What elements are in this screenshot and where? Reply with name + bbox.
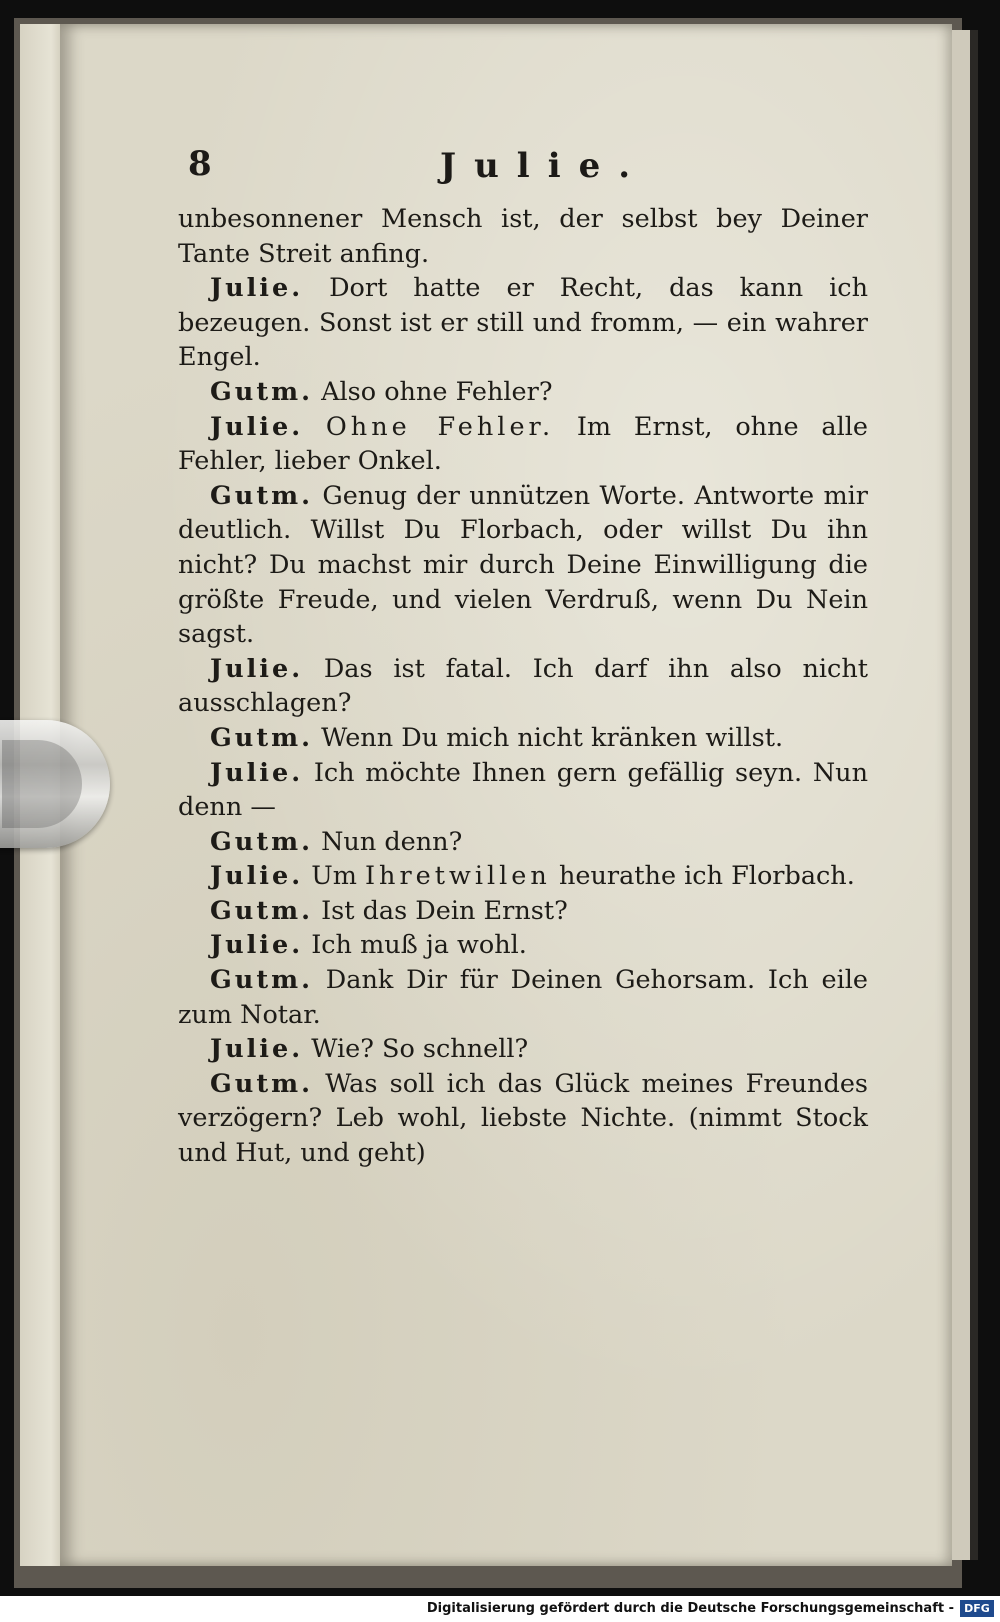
digitization-footer	[0, 1596, 1000, 1622]
speaker-label: Gutm.	[210, 480, 313, 511]
dialogue-line	[178, 721, 868, 756]
speaker-label: Gutm.	[210, 722, 313, 753]
speaker-label: Julie.	[210, 861, 304, 892]
page-number: 8	[188, 144, 212, 184]
dialogue-text: Ich muß ja wohl.	[311, 930, 527, 961]
speaker-label: Julie.	[210, 757, 304, 788]
dialogue-text: Ist das Dein Ernst?	[321, 895, 568, 926]
dialogue-line	[178, 271, 868, 375]
dialogue-text: Genug der unnützen Worte. Antworte mir deutlich. Willst Du Florbach, oder willst Du ihn nicht? Du machst mir durch Deine Einwilligung die größte Freude, und vielen Verdruß, wenn Du Nein sagst.	[178, 480, 868, 650]
dialogue-text: Also ohne Fehler?	[321, 376, 553, 407]
speaker-label: Gutm.	[210, 965, 313, 996]
dfg-logo-icon: DFG	[960, 1600, 994, 1617]
dialogue-line	[178, 928, 868, 963]
dialogue-text: Ich möchte Ihnen gern gefällig seyn. Nun denn —	[178, 757, 868, 823]
speaker-label: Julie.	[210, 1034, 304, 1065]
speaker-label: Julie.	[210, 930, 304, 961]
speaker-label: Gutm.	[210, 826, 313, 857]
running-title: Julie.	[440, 146, 649, 186]
dialogue-line	[178, 1032, 868, 1067]
book-page	[60, 24, 952, 1566]
dialogue-text: Um	[311, 861, 357, 892]
speaker-label: Julie.	[210, 411, 304, 442]
right-page-edge	[952, 30, 970, 1560]
dialogue-line	[178, 963, 868, 1032]
dialogue-text: Das ist fatal. Ich darf ihn also nicht ausschlagen?	[178, 653, 869, 719]
dialogue-text: Wenn Du mich nicht kränken willst.	[321, 722, 784, 753]
clip-shadow	[2, 740, 82, 828]
funding-credit: Digitalisierung gefördert durch die Deutsche Forschungsgemeinschaft -	[426, 1601, 954, 1616]
dialogue-text: Im Ernst, ohne alle Fehler, lieber Onkel.	[178, 411, 868, 477]
emphasized-text: Ihretwillen	[364, 861, 551, 892]
page-header	[60, 142, 952, 202]
dialogue-text: Wie? So schnell?	[311, 1034, 529, 1065]
dialogue-line	[178, 825, 868, 860]
paragraph-text: unbesonnener Mensch ist, der selbst bey Deiner Tante Streit anfing.	[178, 204, 868, 269]
dialogue-text-continued: heurathe ich Florbach.	[558, 861, 855, 892]
dialogue-line	[178, 479, 868, 652]
page-body-text	[178, 202, 868, 1171]
emphasized-text: Ohne Fehler.	[325, 411, 555, 442]
dialogue-text: Was soll ich das Glück meines Freundes verzögern? Leb wohl, liebste Nichte. (nimmt Stock und Hut, und geht)	[178, 1068, 868, 1169]
speaker-label: Julie.	[210, 653, 304, 684]
dialogue-line	[178, 756, 868, 825]
dialogue-line	[178, 1067, 868, 1171]
dialogue-text: Nun denn?	[321, 826, 463, 857]
speaker-label: Gutm.	[210, 1068, 313, 1099]
dialogue-line	[178, 410, 868, 479]
dialogue-line	[178, 894, 868, 929]
dialogue-line	[178, 375, 868, 410]
speaker-label: Gutm.	[210, 376, 313, 407]
paragraph	[178, 202, 868, 271]
dialogue-text: Dank Dir für Deinen Gehorsam. Ich eile zum Notar.	[178, 965, 868, 1030]
dialogue-line	[178, 859, 868, 894]
dialogue-text: Dort hatte er Recht, das kann ich bezeugen. Sonst ist er still und fromm, — ein wahrer Engel.	[178, 273, 868, 373]
speaker-label: Julie.	[210, 273, 304, 304]
next-page-sliver	[970, 30, 978, 1560]
speaker-label: Gutm.	[210, 895, 313, 926]
dialogue-line	[178, 652, 868, 721]
